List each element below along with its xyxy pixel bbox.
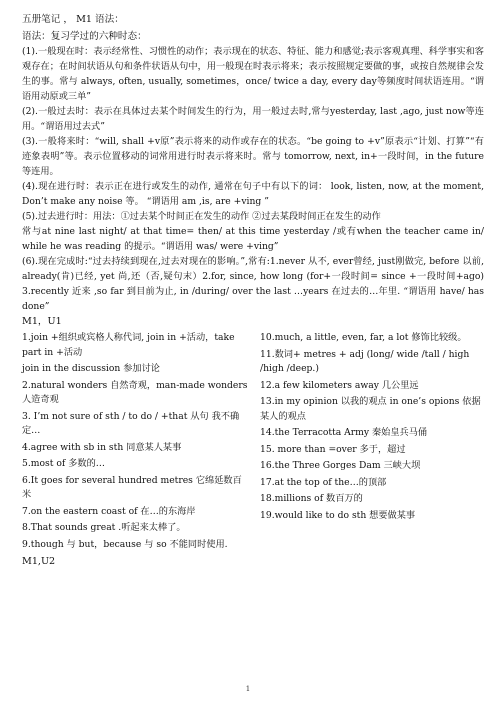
list-item: 13.in my opinion 以我的观点 in one’s opions 依据某人的观点 bbox=[260, 396, 481, 422]
list-item: join in the discussion 参加讨论 bbox=[22, 363, 160, 374]
list-item: 11.数词+ metres + adj (long/ wide /tall / high /high /deep.) bbox=[260, 348, 470, 374]
grammar-present-continuous: (4).现在进行时：表示正在进行或发生的动作, 通常在句子中有以下的词： look, listen, now, at the moment, Don’t make any noise 等。 “谓语用 am ,is, are +ving ” bbox=[22, 181, 484, 207]
grammar-present-perfect: (6).现在完成时:“过去持续到现在,过去对现在的影响。”,常有:1.never 从不, ever曾经, just刚做完, before 以前, already(肯)已经, yet 尚,还（否,疑句末）2.for, since, how long (for+一段时间= since +一段时间+ago) 3.recently 近来 ,so far 到目前为止, in /during/ over the last …years 在过去的…年里. “谓语用 have/ has done” bbox=[22, 256, 485, 312]
page-number: 1 bbox=[245, 685, 251, 693]
grammar-subtitle: 语法：复习学过的六种时态： bbox=[22, 31, 147, 42]
list-item: 17.at the top of the…的顶部 bbox=[260, 476, 387, 488]
unit1-columns bbox=[22, 331, 484, 569]
list-item: 18.millions of 数百万的 bbox=[260, 493, 363, 504]
list-item: 14.the Terracotta Army 秦始皇兵马俑 bbox=[260, 427, 428, 438]
document-page bbox=[22, 12, 484, 569]
list-item: 16.the Three Gorges Dam 三峡大坝 bbox=[260, 460, 421, 471]
list-item: 9.though 与 but，because 与 so 不能同时使用. bbox=[22, 538, 228, 550]
list-item: 7.on the eastern coast of 在…的东海岸 bbox=[22, 505, 196, 517]
grammar-past-continuous: (5).过去进行时：用法：①过去某个时间正在发生的动作 ②过去某段时间正在发生的动作 bbox=[22, 211, 381, 222]
list-item: 5.most of 多数的… bbox=[22, 458, 105, 469]
list-item: 8.That sounds great .听起来太棒了。 bbox=[22, 522, 186, 533]
unit1-right-column bbox=[260, 331, 484, 569]
grammar-simple-present: (1).一般现在时：表示经常性、习惯性的动作；表示现在的状态、特征、能力和感觉;表示客观真理、科学事实和客观存在；在时间状语从句和条件状语从句中，用一般现在时表示将来；表示按照规定要做的事，或按自然规律会发生的事。常与 always, often, usually, sometimes，once/ twice a day, every day等频度时间状语连用。“谓语用动原或三单” bbox=[22, 46, 484, 102]
unit1-heading: M1，U1 bbox=[22, 316, 62, 327]
unit1-left-column bbox=[22, 331, 248, 569]
list-item: 12.a few kilometers away 几公里远 bbox=[260, 379, 419, 391]
list-item: 6.It goes for several hundred metres 它绵延数百米 bbox=[22, 474, 242, 500]
list-item: 15. more than =over 多于，超过 bbox=[260, 443, 406, 455]
list-item: 4.agree with sb in sth 同意某人某事 bbox=[22, 441, 182, 453]
list-item: 3. I’m not sure of sth / to do / +that 从句 我不确定… bbox=[22, 410, 240, 436]
notes-title: 五册笔记 ， M1 语法： bbox=[22, 14, 124, 25]
grammar-past-continuous-usage: 常与at nine last night/ at that time= then/ at this time yesterday /或有when the teacher came in/ while he was reading 的提示。“谓语用 was/ were +ving” bbox=[22, 226, 484, 252]
list-item: 1.join +组织或宾格人称代词, join in +活动，take part in +活动 bbox=[22, 332, 235, 358]
grammar-simple-past: (2).一般过去时：表示在具体过去某个时间发生的行为，用一般过去时,常与yesterday, last ,ago, just now等连用。“谓语用过去式” bbox=[22, 106, 484, 132]
list-item: 2.natural wonders 自然奇观，man-made wonders 人造奇观 bbox=[22, 379, 248, 405]
list-item: 19.would like to do sth 想要做某事 bbox=[260, 509, 416, 521]
unit2-heading: M1,U2 bbox=[22, 556, 56, 567]
grammar-simple-future: (3).一般将来时：“will, shall +v原”表示将来的动作或存在的状态。“be going to +v”原表示“计划、打算”“有迹象表明”等。表示位置移动的词常用进行时表示将来时。常与 tomorrow, next, in+一段时间，in the future 等连用。 bbox=[22, 136, 484, 177]
list-item: 10.much, a little, even, far, a lot 修饰比较级。 bbox=[260, 332, 467, 343]
